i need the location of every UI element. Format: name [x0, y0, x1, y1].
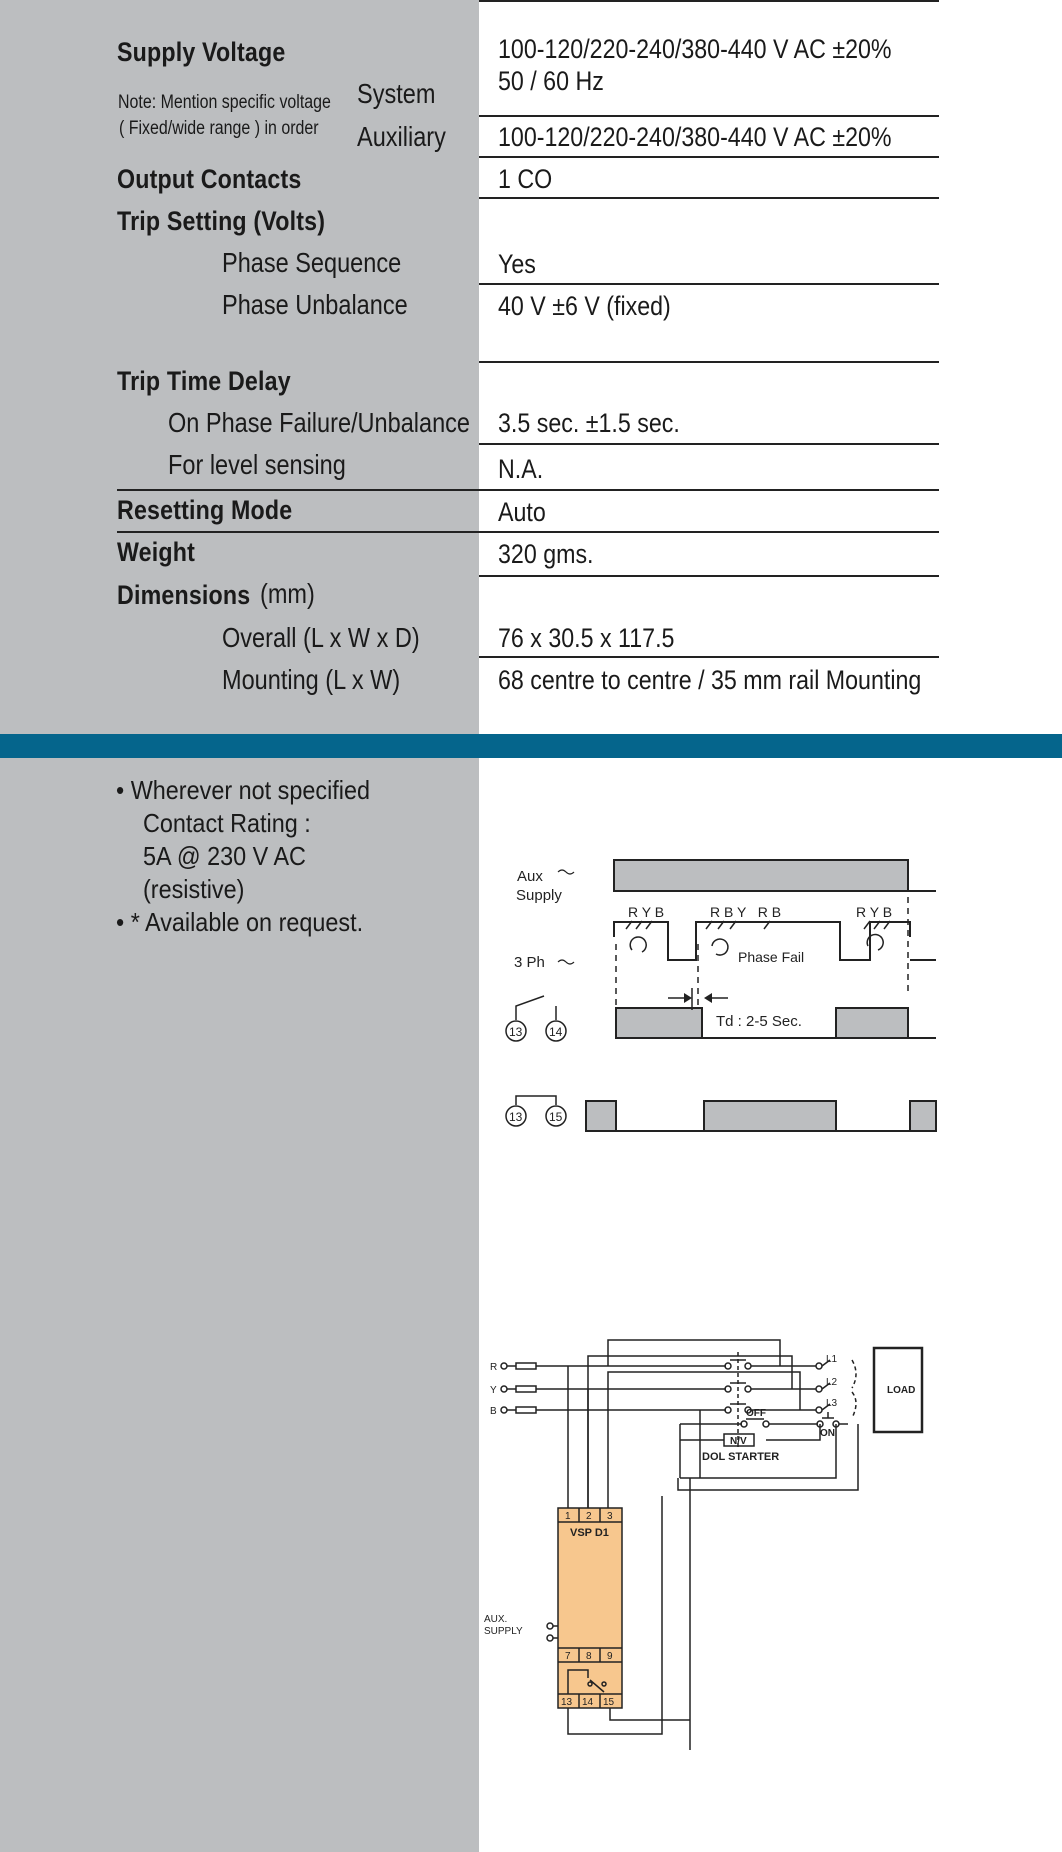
phase-b-label: B — [490, 1406, 497, 1417]
supply-label: SUPPLY — [484, 1626, 523, 1637]
rule — [479, 443, 939, 445]
output-contacts-label: Output Contacts — [117, 164, 302, 194]
level-sensing-label: For level sensing — [168, 449, 346, 480]
relay-13-15-on — [910, 1101, 936, 1131]
off-label: OFF — [746, 1408, 766, 1419]
l2-label: L2 — [826, 1377, 838, 1388]
rule — [479, 656, 939, 658]
mounting-label: Mounting (L x W) — [222, 664, 401, 695]
relay-13-14-on — [836, 1008, 908, 1038]
rby-rb-label: R B Y R B — [710, 904, 782, 920]
relay-13-14-on — [616, 1008, 702, 1038]
terminal-label: 3 — [607, 1511, 613, 1522]
timing-diagram — [500, 850, 940, 1150]
voltage-note-line2: ( Fixed/wide range ) in order — [119, 118, 319, 139]
trip-time-delay-label: Trip Time Delay — [117, 366, 291, 396]
resetting-mode-value: Auto — [498, 497, 546, 527]
phase-unbalance-value: 40 V ±6 V (fixed) — [498, 291, 671, 321]
terminal-label: 9 — [607, 1651, 613, 1662]
voltage-note-line1: Note: Mention specific voltage — [118, 92, 331, 113]
mounting-value: 68 centre to centre / 35 mm rail Mounting — [498, 665, 922, 695]
aux-supply-on — [614, 860, 908, 891]
terminal-label: 13 — [509, 1025, 523, 1039]
l1-label: L1 — [826, 1354, 838, 1365]
relay-13-15-on — [586, 1101, 616, 1131]
wiring-diagram — [480, 1330, 940, 1750]
rule — [479, 0, 939, 2]
phase-unbalance-label: Phase Unbalance — [222, 289, 408, 320]
auxiliary-voltage-value: 100-120/220-240/380-440 V AC ±20% — [498, 122, 892, 152]
terminal-label: 14 — [549, 1025, 563, 1039]
auxiliary-label: Auxiliary — [357, 121, 446, 152]
phase-fail-label: Phase Fail — [738, 949, 805, 965]
phase-sequence-value: Yes — [498, 249, 536, 279]
rule — [479, 361, 939, 363]
rule — [479, 156, 939, 158]
system-voltage-value: 100-120/220-240/380-440 V AC ±20% — [498, 34, 892, 64]
rule — [479, 575, 939, 577]
trip-setting-label: Trip Setting (Volts) — [117, 206, 326, 236]
three-phase-label: 3 Ph — [514, 954, 545, 971]
phase-failure-value: 3.5 sec. ±1.5 sec. — [498, 408, 680, 438]
terminal-label: 7 — [565, 1651, 571, 1662]
td-label: Td : 2-5 Sec. — [716, 1013, 802, 1030]
load-label: LOAD — [887, 1385, 916, 1396]
overall-dimensions-label: Overall (L x W x D) — [222, 622, 420, 653]
output-contacts-value: 1 CO — [498, 164, 553, 194]
note-line: • Wherever not specified — [116, 775, 371, 805]
aux-label: Aux — [517, 868, 543, 885]
relay-13-15-on — [704, 1101, 836, 1131]
terminal-label: 2 — [586, 1511, 592, 1522]
terminal-label: 14 — [582, 1697, 594, 1708]
terminal-label: 8 — [586, 1651, 592, 1662]
note-line: (resistive) — [143, 874, 245, 904]
ryb-label: R Y B — [628, 904, 665, 920]
nv-label: N/V — [730, 1436, 747, 1447]
overall-dimensions-value: 76 x 30.5 x 117.5 — [498, 623, 675, 653]
rule — [479, 489, 939, 491]
terminal-label: 13 — [509, 1110, 523, 1124]
note-line: • * Available on request. — [116, 907, 364, 937]
terminal-label: 15 — [549, 1110, 563, 1124]
note-line: 5A @ 230 V AC — [143, 841, 306, 871]
dol-starter-label: DOL STARTER — [702, 1451, 780, 1463]
device-label: VSP D1 — [570, 1527, 609, 1539]
weight-label: Weight — [117, 537, 196, 567]
dimensions-label: Dimensions — [117, 580, 251, 610]
note-line: Contact Rating : — [143, 808, 311, 838]
phase-failure-label: On Phase Failure/Unbalance — [168, 407, 471, 438]
section-divider-bar — [0, 734, 1062, 758]
terminal-label: 13 — [561, 1697, 573, 1708]
aux-label: AUX. — [484, 1614, 508, 1625]
phase-sequence-label: Phase Sequence — [222, 247, 402, 278]
dimensions-unit: (mm) — [260, 578, 315, 609]
resetting-mode-label: Resetting Mode — [117, 495, 293, 525]
supply-voltage-label: Supply Voltage — [117, 37, 286, 67]
rule — [117, 489, 479, 491]
on-label: ON — [820, 1428, 835, 1439]
supply-label: Supply — [516, 887, 562, 904]
phase-y-label: Y — [490, 1385, 497, 1396]
frequency-value: 50 / 60 Hz — [498, 66, 604, 96]
system-label: System — [357, 78, 436, 109]
rule — [479, 197, 939, 199]
l3-label: L3 — [826, 1398, 838, 1409]
terminal-label: 15 — [603, 1697, 615, 1708]
terminal-label: 1 — [565, 1511, 571, 1522]
ryb-label: R Y B — [856, 904, 893, 920]
rule — [479, 531, 939, 533]
phase-r-label: R — [490, 1362, 498, 1373]
rule — [479, 283, 939, 285]
weight-value: 320 gms. — [498, 539, 594, 569]
rule — [479, 115, 939, 117]
level-sensing-value: N.A. — [498, 454, 544, 484]
rule — [117, 531, 479, 533]
